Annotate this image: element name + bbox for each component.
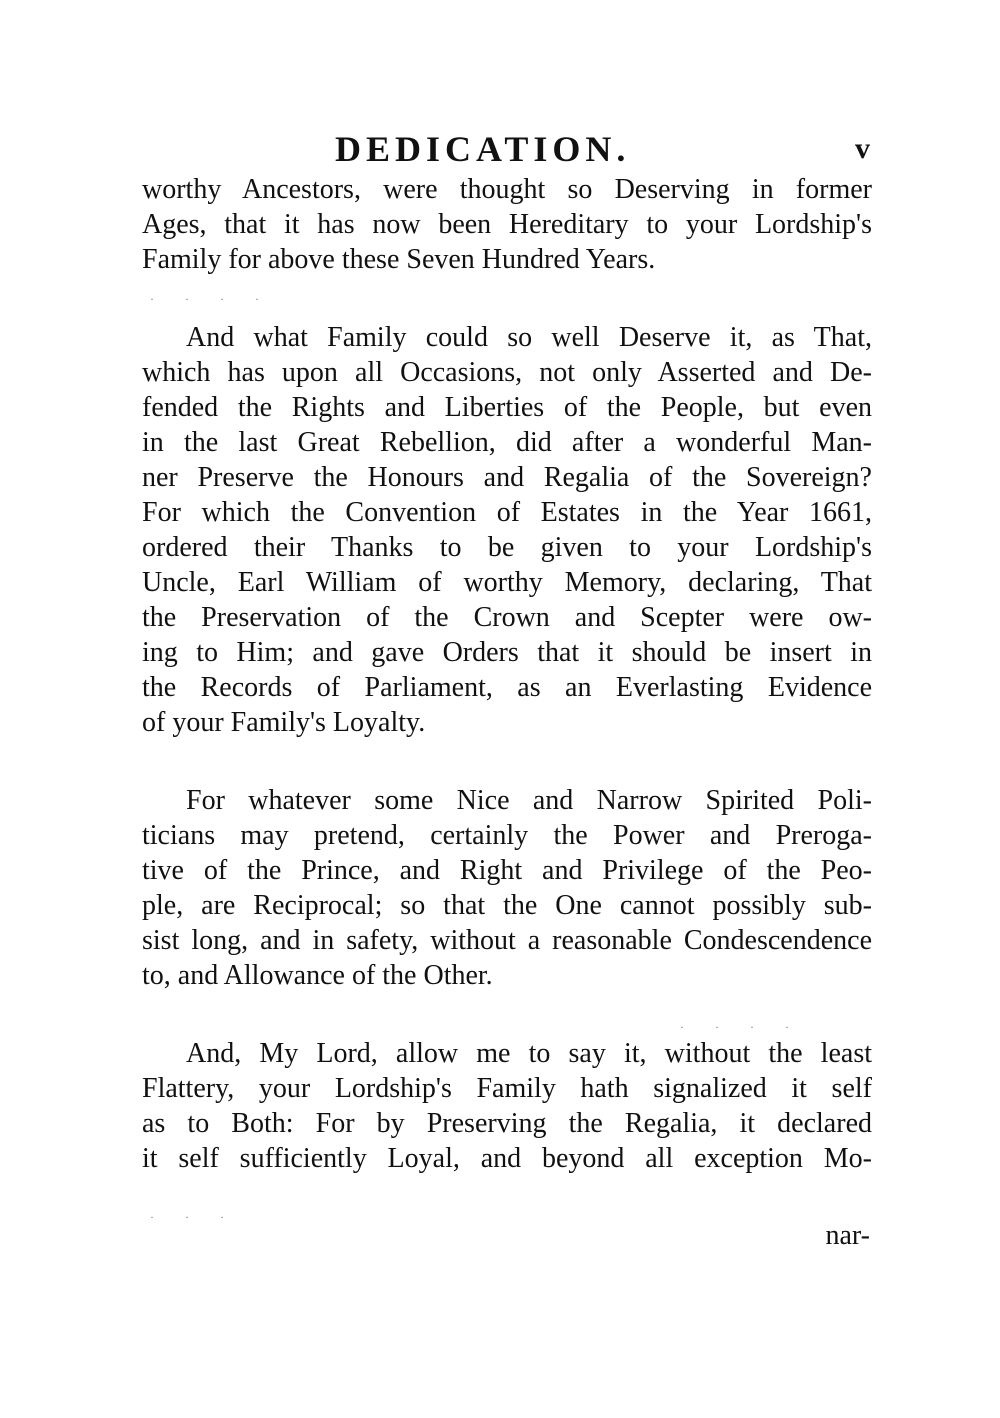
text-line: Flattery, your Lordship's Family hath signalized it self bbox=[142, 1073, 872, 1104]
page-header bbox=[140, 124, 870, 174]
print-specks: · · · · bbox=[150, 292, 273, 306]
text-line: ple, are Reciprocal; so that the One cannot possibly sub- bbox=[142, 890, 872, 921]
text-line: ordered their Thanks to be given to your Lordship's bbox=[142, 532, 872, 563]
text-line: ner Preserve the Honours and Regalia of the Sovereign? bbox=[142, 462, 872, 493]
text-line: tive of the Prince, and Right and Privilege of the Peo- bbox=[142, 855, 872, 886]
text-line: of your Family's Loyalty. bbox=[142, 707, 426, 738]
text-line: Family for above these Seven Hundred Years. bbox=[142, 244, 656, 275]
text-line: And what Family could so well Deserve it, as That, bbox=[186, 322, 872, 353]
dedication-text bbox=[142, 172, 872, 1219]
paragraph bbox=[142, 320, 872, 740]
text-line: Uncle, Earl William of worthy Memory, declaring, That bbox=[142, 567, 872, 598]
paragraph bbox=[142, 172, 872, 277]
text-line: ticians may pretend, certainly the Power and Preroga- bbox=[142, 820, 872, 851]
text-line: in the last Great Rebellion, did after a wonderful Man- bbox=[142, 427, 872, 458]
print-specks: · · · · bbox=[680, 1020, 803, 1034]
text-line: ing to Him; and gave Orders that it should be insert in bbox=[142, 637, 872, 668]
text-line: as to Both: For by Preserving the Regalia, it declared bbox=[142, 1108, 872, 1139]
text-line: sist long, and in safety, without a reasonable Condescendence bbox=[142, 925, 872, 956]
text-line: to, and Allowance of the Other. bbox=[142, 960, 493, 991]
catchword: nar- bbox=[825, 1220, 870, 1251]
text-line: it self sufficiently Loyal, and beyond all exception Mo- bbox=[142, 1143, 872, 1174]
running-head: DEDICATION. bbox=[335, 129, 631, 169]
text-line: worthy Ancestors, were thought so Deserving in former bbox=[142, 174, 872, 205]
paragraph bbox=[142, 1036, 872, 1176]
print-specks: · · · bbox=[150, 1210, 238, 1224]
text-line: which has upon all Occasions, not only Asserted and De- bbox=[142, 357, 872, 388]
text-line: fended the Rights and Liberties of the People, but even bbox=[142, 392, 872, 423]
text-line: For which the Convention of Estates in the Year 1661, bbox=[142, 497, 872, 528]
paragraph bbox=[142, 783, 872, 993]
text-line: the Records of Parliament, as an Everlasting Evidence bbox=[142, 672, 872, 703]
text-line: And, My Lord, allow me to say it, without the least bbox=[186, 1038, 872, 1069]
text-line: For whatever some Nice and Narrow Spirited Poli- bbox=[186, 785, 872, 816]
page-mark: v bbox=[855, 132, 870, 165]
text-line: the Preservation of the Crown and Scepter were ow- bbox=[142, 602, 872, 633]
text-line: Ages, that it has now been Hereditary to your Lordship's bbox=[142, 209, 872, 240]
